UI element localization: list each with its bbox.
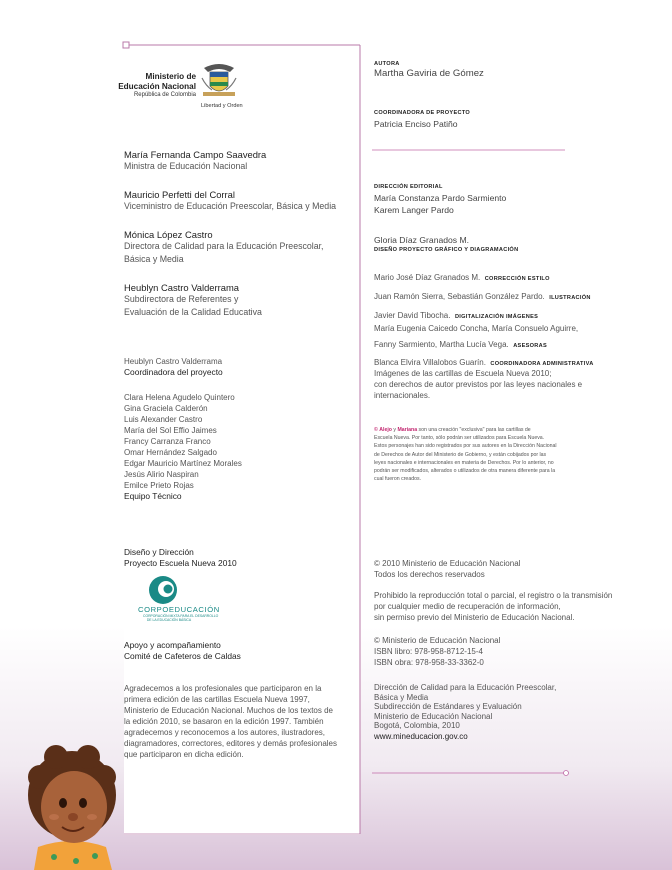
support-line1: Apoyo y acompañamiento	[124, 640, 221, 650]
autora-name: Martha Gaviria de Gómez	[374, 68, 484, 79]
coat-of-arms-icon	[200, 62, 238, 102]
official-3	[124, 229, 324, 265]
official-4	[124, 282, 262, 318]
official-name: Mónica López Castro	[124, 229, 213, 240]
logo-line1: Ministerio de	[145, 72, 196, 81]
official-role: Ministra de Educación Nacional	[124, 161, 248, 171]
thanks-line: agradecemos y reconocemos a los autores, ilustradores,	[124, 728, 325, 737]
official-name: María Fernanda Campo Saavedra	[124, 149, 267, 160]
team-member: Edgar Mauricio Martínez Morales	[124, 459, 242, 468]
child-illustration	[20, 735, 125, 870]
direccion-block	[374, 184, 506, 216]
logo-line2: Educación Nacional	[118, 81, 196, 91]
coordinator-name: Heublyn Castro Valderrama	[124, 357, 223, 366]
direccion-name: Karem Langer Pardo	[374, 205, 454, 215]
support-line2: Comité de Cafeteros de Caldas	[124, 651, 241, 661]
isbn-block	[374, 635, 500, 668]
copyright-line: Todos los derechos reservados	[374, 570, 485, 579]
address-block	[374, 683, 556, 742]
corpoeducacion-logo-icon	[146, 574, 180, 606]
prohibition-block	[374, 590, 612, 623]
note-line: podrán ser modificados, alterados o utilizados de otra manera diferente para la	[374, 468, 556, 475]
isbn-line: ISBN obra: 978-958-33-3362-0	[374, 658, 484, 667]
ilustracion-label: ILUSTRACIÓN	[549, 295, 591, 301]
corpo-sub1: CORPORACIÓN MIXTA PARA EL DESARROLLO	[143, 614, 219, 618]
ilustracion-line	[374, 286, 591, 304]
team-member: María del Sol Effio Jaimes	[124, 426, 217, 435]
note-line: Estos personajes han sido registrados por sus autores en la Dirección Nacional	[374, 443, 557, 450]
address-line: Dirección de Calidad para la Educación Preescolar,	[374, 683, 557, 692]
thanks-line: Ministerio de Educación Nacional. Muchos de los textos de	[124, 706, 333, 715]
logo-line3: República de Colombia	[133, 92, 196, 98]
note-y: y	[393, 427, 397, 433]
prohibition-line: Prohibido la reproducción total o parcial, el registro o la transmisión	[374, 591, 613, 600]
address-line: Subdirección de Estándares y Evaluación	[374, 702, 522, 711]
note-line: Escuela Nueva. Por tanto, sólo podrán ser utilizados para Escuela Nueva.	[374, 435, 545, 442]
copyright-block	[374, 558, 520, 580]
address-line: Básica y Media	[374, 692, 429, 702]
design-block	[124, 547, 237, 569]
asesoras-block	[374, 323, 578, 352]
corpo-sub2: DE LA EDUCACIÓN BÁSICA	[146, 618, 192, 623]
thanks-line: diagramadores, correctores, editores y demás profesionales	[124, 739, 337, 748]
note-line: leyes nacionales e internacionales en materia de Derechos. Por lo anterior, no	[374, 459, 554, 466]
correccion-line	[374, 267, 550, 285]
team-member: Luis Alexander Castro	[124, 415, 203, 424]
administrativa-label: COORDINADORA ADMINISTRATIVA	[490, 361, 594, 367]
team-member: Francy Carranza Franco	[124, 437, 211, 446]
official-role: Viceministro de Educación Preescolar, Básica y Media	[124, 201, 337, 211]
note-line: cual fueron creados.	[374, 476, 422, 483]
team-member: Gina Graciela Calderón	[124, 404, 208, 413]
imagenes-line: internacionales.	[374, 391, 431, 400]
official-role: Evaluación de la Calidad Educativa	[124, 306, 262, 317]
website-link[interactable]: www.mineducacion.gov.co	[374, 731, 468, 741]
autora-block	[374, 61, 484, 79]
corpoeducacion-name: CORPOEDUCACIÓN	[138, 605, 220, 614]
characters-note	[374, 426, 557, 483]
official-role: Básica y Media	[124, 253, 184, 264]
isbn-line: ISBN libro: 978-958-8712-15-4	[374, 647, 483, 656]
official-role: Directora de Calidad para la Educación Preescolar,	[124, 241, 324, 251]
address-line: Ministerio de Educación Nacional	[374, 711, 493, 721]
digitalizacion-name: Javier David Tibocha.	[374, 311, 451, 320]
ilustracion-name: Juan Ramón Sierra, Sebastián González Pardo.	[374, 292, 545, 301]
note-mariana: Mariana	[397, 427, 418, 433]
team-member: Emilce Prieto Rojas	[124, 481, 194, 490]
corpoeducacion-sub	[143, 614, 219, 623]
coordinadora-name: Patricia Enciso Patiño	[374, 119, 458, 129]
digitalizacion-label: DIGITALIZACIÓN IMÁGENES	[454, 314, 539, 320]
diseno-name: Gloria Díaz Granados M.	[374, 235, 470, 245]
support-block	[124, 640, 241, 662]
coordination-block	[124, 356, 223, 378]
thanks-line: la edición 2010, se basaron en la edición 1997. También	[124, 717, 324, 726]
administrativa-name: Blanca Elvira Villalobos Guarín.	[374, 358, 486, 367]
prohibition-line: por cualquier medio de recuperación de información,	[374, 602, 561, 611]
note-copyright: ©	[374, 427, 378, 433]
team-label: Equipo Técnico	[124, 491, 182, 501]
isbn-line: © Ministerio de Educación Nacional	[374, 636, 501, 645]
asesoras-line: María Eugenia Caicedo Concha, María Consuelo Aguirre,	[374, 324, 579, 333]
imagenes-paragraph	[374, 368, 582, 401]
team-member: Jesús Alirio Naspiran	[124, 470, 199, 479]
design-line2: Proyecto Escuela Nueva 2010	[124, 558, 237, 568]
digitalizacion-line	[374, 305, 538, 323]
official-1	[124, 149, 266, 173]
team-member: Clara Helena Agudelo Quintero	[124, 393, 235, 402]
team-list	[124, 392, 242, 502]
thanks-line: que participaron en dicha edición.	[124, 750, 244, 759]
direccion-label: DIRECCIÓN EDITORIAL	[374, 184, 443, 190]
coordinadora-label: COORDINADORA DE PROYECTO	[374, 110, 471, 116]
note-line: de Derechos de Autor del Ministerio de Gobierno, y están cobijados por las	[374, 451, 547, 458]
coordinator-label: Coordinadora del proyecto	[124, 367, 223, 377]
logo-motto: Libertad y Orden	[201, 103, 243, 109]
copyright-line: © 2010 Ministerio de Educación Nacional	[374, 559, 521, 568]
thanks-line: Agradecemos a los profesionales que participaron en la	[124, 684, 322, 693]
prohibition-line: sin permiso previo del Ministerio de Educación Nacional.	[374, 613, 575, 622]
ministry-logo-text	[110, 72, 196, 99]
imagenes-line: Imágenes de las cartillas de Escuela Nueva 2010;	[374, 369, 552, 378]
coordinadora-block	[374, 110, 470, 130]
diseno-block	[374, 234, 518, 253]
official-role: Subdirectora de Referentes y	[124, 294, 239, 304]
diseno-label: DISEÑO PROYECTO GRÁFICO Y DIAGRAMACIÓN	[374, 247, 519, 253]
official-2	[124, 189, 336, 213]
address-line: Bogotá, Colombia, 2010	[374, 721, 460, 730]
official-name: Mauricio Perfetti del Corral	[124, 189, 235, 200]
correccion-label: CORRECCIÓN ESTILO	[484, 276, 550, 282]
thanks-paragraph	[124, 683, 337, 760]
note-alejo: Alejo	[379, 427, 392, 433]
thanks-line: primera edición de las cartillas Escuela Nueva 1997,	[124, 695, 310, 704]
note-first: son una creación "exclusiva" para las cartillas de	[418, 427, 531, 433]
design-line1: Diseño y Dirección	[124, 547, 194, 557]
asesoras-label: ASESORAS	[513, 343, 547, 349]
correccion-name: Mario José Díaz Granados M.	[374, 273, 481, 282]
asesoras-line: Fanny Sarmiento, Martha Lucía Vega.	[374, 340, 509, 349]
autora-label: AUTORA	[374, 61, 400, 67]
official-name: Heublyn Castro Valderrama	[124, 282, 239, 293]
team-member: Omar Hernández Salgado	[124, 448, 217, 457]
direccion-name: María Constanza Pardo Sarmiento	[374, 193, 507, 203]
imagenes-line: con derechos de autor previstos por las leyes nacionales e	[374, 380, 583, 389]
